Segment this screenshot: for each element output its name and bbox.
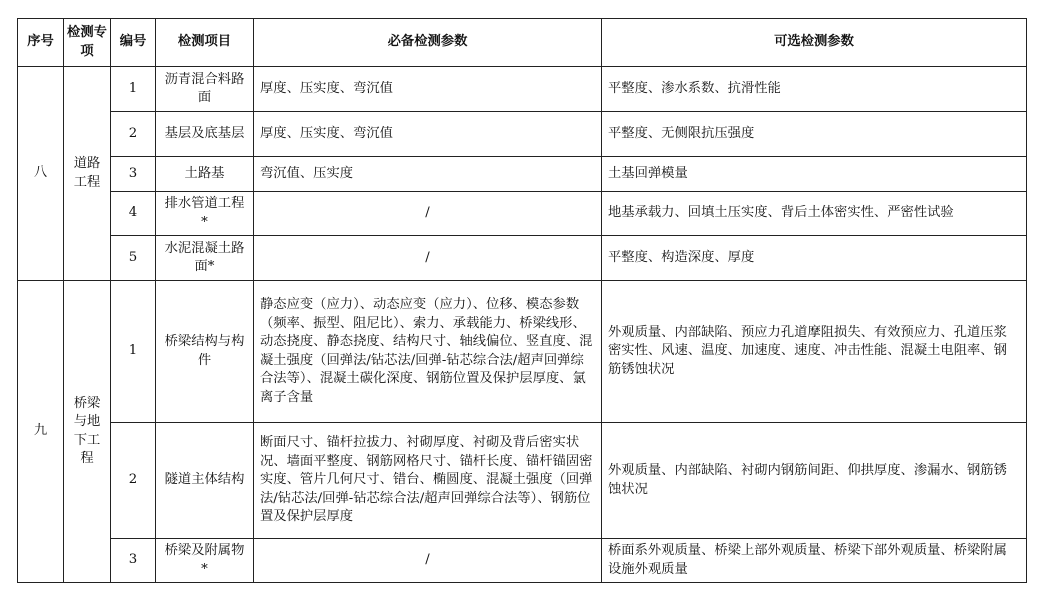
row-item: 隧道主体结构 <box>156 423 254 539</box>
table-row <box>18 192 1027 236</box>
row-optional: 桥面系外观质量、桥梁上部外观质量、桥梁下部外观质量、桥梁附属设施外观质量 <box>602 539 1027 583</box>
row-required: 厚度、压实度、弯沉值 <box>254 67 602 112</box>
row-required: / <box>254 192 602 236</box>
row-code: 5 <box>111 236 156 281</box>
group-seq: 八 <box>18 67 64 281</box>
row-required: 弯沉值、压实度 <box>254 157 602 192</box>
table-row <box>18 281 1027 423</box>
row-item: 土路基 <box>156 157 254 192</box>
row-code: 4 <box>111 192 156 236</box>
row-required: 厚度、压实度、弯沉值 <box>254 112 602 157</box>
row-code: 2 <box>111 423 156 539</box>
row-item: 水泥混凝土路面* <box>156 236 254 281</box>
table-row <box>18 112 1027 157</box>
row-optional: 平整度、无侧限抗压强度 <box>602 112 1027 157</box>
group-category: 道路工程 <box>64 67 111 281</box>
row-optional: 平整度、渗水系数、抗滑性能 <box>602 67 1027 112</box>
row-required: 静态应变（应力）、动态应变（应力）、位移、模态参数（频率、振型、阻尼比）、索力、承载能力、桥梁线形、动态挠度、静态挠度、结构尺寸、轴线偏位、竖直度、混凝土强度（回弹法/钻芯法/回弹-钻芯综合法/超声回弹综合法等）、混凝土碳化深度、钢筋位置及保护层厚度、氯离子含量 <box>254 281 602 423</box>
group-category: 桥梁与地下工程 <box>64 281 111 583</box>
header-optional: 可选检测参数 <box>602 19 1027 67</box>
row-optional: 外观质量、内部缺陷、衬砌内钢筋间距、仰拱厚度、渗漏水、钢筋锈蚀状况 <box>602 423 1027 539</box>
table-row <box>18 67 1027 112</box>
row-item: 沥青混合料路面 <box>156 67 254 112</box>
row-optional: 平整度、构造深度、厚度 <box>602 236 1027 281</box>
row-required: / <box>254 539 602 583</box>
row-item: 排水管道工程* <box>156 192 254 236</box>
table-row <box>18 157 1027 192</box>
row-code: 3 <box>111 539 156 583</box>
row-optional: 土基回弹模量 <box>602 157 1027 192</box>
inspection-parameter-table <box>17 18 1027 583</box>
row-code: 3 <box>111 157 156 192</box>
row-item: 桥梁及附属物* <box>156 539 254 583</box>
table-row <box>18 539 1027 583</box>
table-row <box>18 236 1027 281</box>
row-required: / <box>254 236 602 281</box>
row-required: 断面尺寸、锚杆拉拔力、衬砌厚度、衬砌及背后密实状况、墙面平整度、钢筋网格尺寸、锚杆长度、锚杆锚固密实度、管片几何尺寸、错台、椭圆度、混凝土强度（回弹法/钻芯法/回弹-钻芯综合法/超声回弹综合法等）、钢筋位置及保护层厚度 <box>254 423 602 539</box>
table-row <box>18 423 1027 539</box>
header-category: 检测专项 <box>64 19 111 67</box>
row-code: 1 <box>111 67 156 112</box>
row-item: 桥梁结构与构件 <box>156 281 254 423</box>
header-seq: 序号 <box>18 19 64 67</box>
row-optional: 地基承载力、回填土压实度、背后土体密实性、严密性试验 <box>602 192 1027 236</box>
header-required: 必备检测参数 <box>254 19 602 67</box>
row-optional: 外观质量、内部缺陷、预应力孔道摩阻损失、有效预应力、孔道压浆密实性、风速、温度、加速度、速度、冲击性能、混凝土电阻率、钢筋锈蚀状况 <box>602 281 1027 423</box>
row-item: 基层及底基层 <box>156 112 254 157</box>
header-row <box>18 19 1027 67</box>
group-seq: 九 <box>18 281 64 583</box>
header-code: 编号 <box>111 19 156 67</box>
row-code: 2 <box>111 112 156 157</box>
header-item: 检测项目 <box>156 19 254 67</box>
row-code: 1 <box>111 281 156 423</box>
